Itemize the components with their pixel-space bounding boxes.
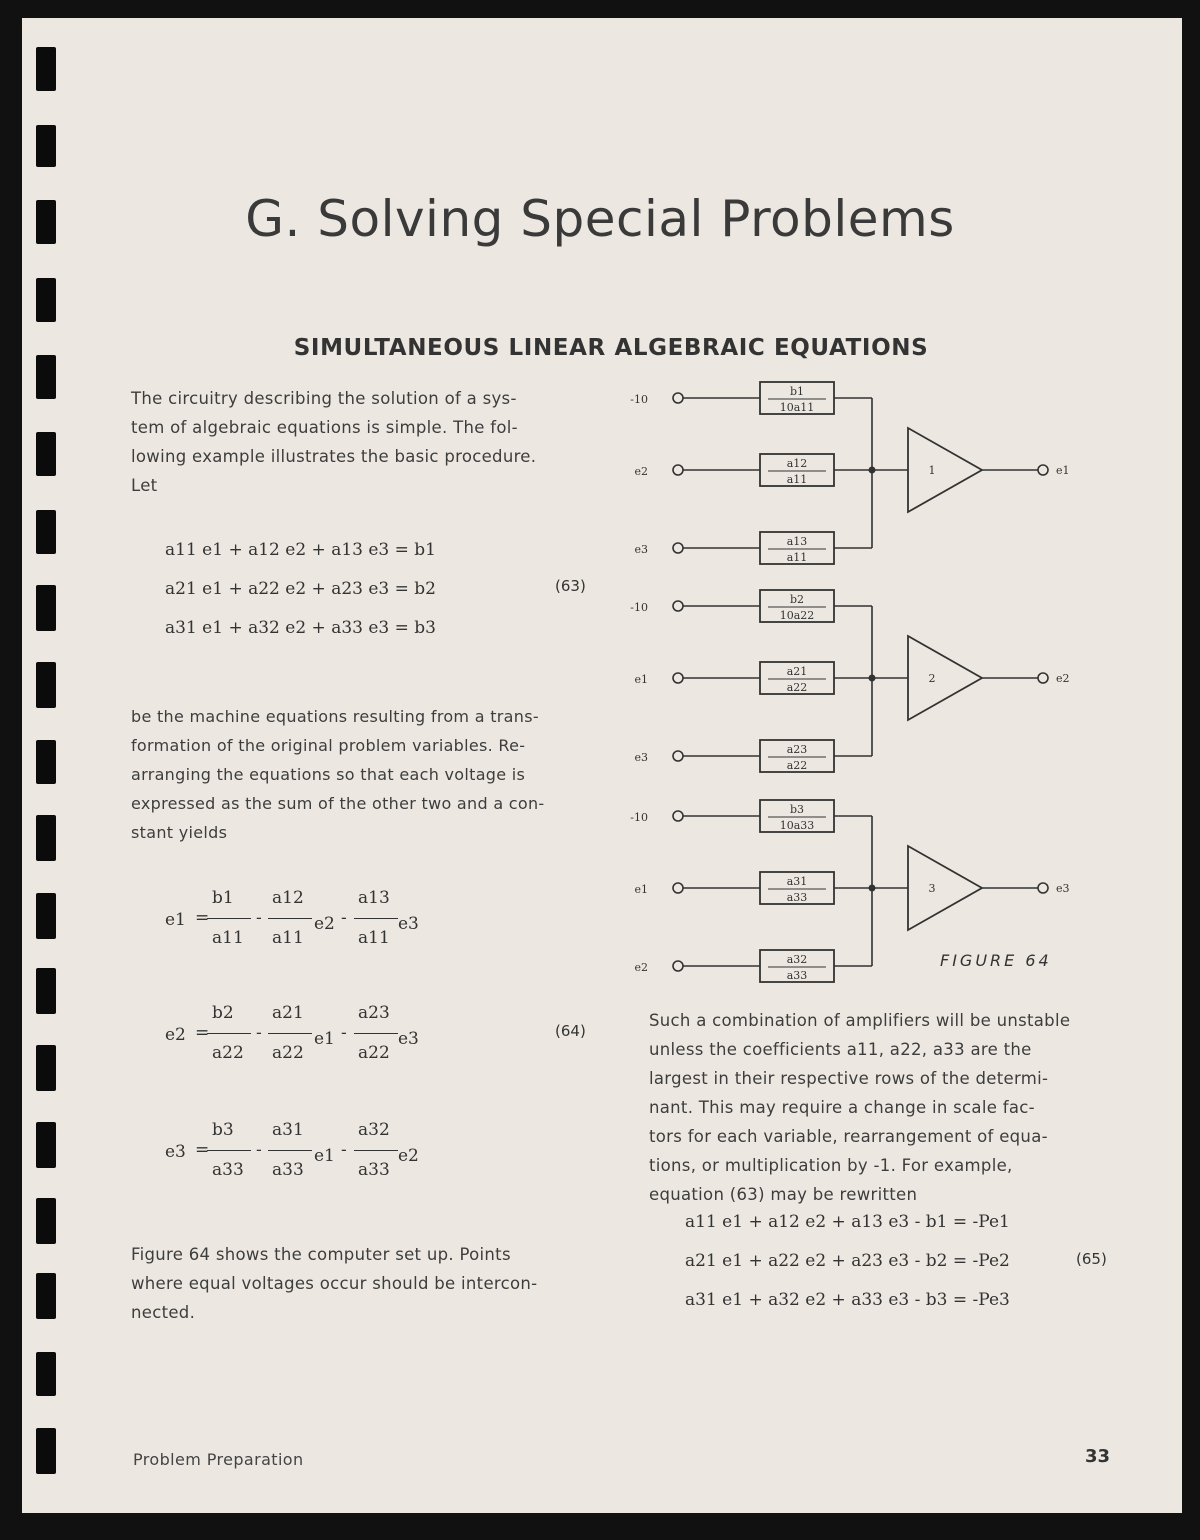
binder-hole bbox=[36, 1122, 56, 1168]
equation-row: a21 e1 + a22 e2 + a23 e3 - b2 = -Pe2 bbox=[685, 1251, 1010, 1271]
binder-hole bbox=[36, 815, 56, 861]
equals-sign: = bbox=[195, 1023, 210, 1043]
fraction-numerator: a21 bbox=[272, 1003, 304, 1023]
text-line: tors for each variable, rearrangement of equa- bbox=[649, 1127, 1048, 1146]
text-line: be the machine equations resulting from a trans- bbox=[131, 707, 539, 726]
text-line: Figure 64 shows the computer set up. Points bbox=[131, 1245, 511, 1264]
binder-hole bbox=[36, 740, 56, 784]
output-terminal bbox=[1038, 883, 1048, 893]
fraction-numerator: a32 bbox=[358, 1120, 390, 1140]
stability-paragraph bbox=[649, 1006, 1110, 1209]
input-terminal bbox=[673, 883, 683, 893]
fraction-bar bbox=[354, 1033, 398, 1034]
text-line: Such a combination of amplifiers will be unstable bbox=[649, 1011, 1071, 1030]
minus-sign: - bbox=[256, 908, 262, 928]
variable: e2 bbox=[314, 914, 335, 934]
coefficient-denominator: a11 bbox=[786, 551, 808, 564]
equals-sign: = bbox=[195, 1140, 210, 1160]
fraction-denominator: a22 bbox=[212, 1043, 244, 1063]
input-terminal bbox=[673, 465, 683, 475]
binder-hole bbox=[36, 1198, 56, 1244]
equation-row: a31 e1 + a32 e2 + a33 e3 = b3 bbox=[165, 618, 436, 638]
input-terminal bbox=[673, 961, 683, 971]
equation-number: (63) bbox=[555, 577, 586, 595]
variable: e3 bbox=[398, 914, 419, 934]
variable: e1 bbox=[314, 1146, 335, 1166]
binder-hole bbox=[36, 278, 56, 322]
fraction-denominator: a22 bbox=[272, 1043, 304, 1063]
fraction-numerator: a31 bbox=[272, 1120, 304, 1140]
minus-sign: - bbox=[341, 908, 347, 928]
binder-hole bbox=[36, 968, 56, 1014]
text-line: largest in their respective rows of the determi- bbox=[649, 1069, 1049, 1088]
fraction-numerator: a12 bbox=[272, 888, 304, 908]
binder-hole bbox=[36, 1352, 56, 1396]
equation-row: a21 e1 + a22 e2 + a23 e3 = b2 bbox=[165, 579, 436, 599]
fraction-denominator: a22 bbox=[358, 1043, 390, 1063]
minus-sign: - bbox=[341, 1023, 347, 1043]
binder-hole bbox=[36, 125, 56, 167]
fraction-denominator: a11 bbox=[272, 928, 304, 948]
input-terminal bbox=[673, 393, 683, 403]
amplifier-triangle bbox=[908, 846, 982, 930]
text-line: arranging the equations so that each voltage is bbox=[131, 765, 526, 784]
figure-reference-paragraph bbox=[131, 1240, 591, 1327]
figure-64-circuit bbox=[600, 370, 1120, 990]
fraction-numerator: b3 bbox=[212, 1120, 234, 1140]
page-title: G. Solving Special Problems bbox=[245, 190, 955, 248]
text-line: where equal voltages occur should be intercon- bbox=[131, 1274, 538, 1293]
coefficient-numerator: a31 bbox=[786, 875, 808, 888]
fraction-bar bbox=[207, 918, 251, 919]
coefficient-denominator: 10a11 bbox=[779, 401, 815, 414]
fraction-bar bbox=[268, 918, 312, 919]
coefficient-denominator: 10a33 bbox=[779, 819, 815, 832]
equation-row: a11 e1 + a12 e2 + a13 e3 = b1 bbox=[165, 540, 436, 560]
equation-lhs: e1 bbox=[165, 910, 186, 930]
intro-paragraph bbox=[131, 384, 591, 500]
coefficient-denominator: a33 bbox=[786, 891, 808, 904]
minus-sign: - bbox=[256, 1140, 262, 1160]
output-label: e3 bbox=[1056, 882, 1070, 895]
coefficient-denominator: a33 bbox=[786, 969, 808, 982]
input-label: e1 bbox=[634, 673, 648, 686]
text-line: unless the coefficients a11, a22, a33 are the bbox=[649, 1040, 1032, 1059]
binder-hole bbox=[36, 355, 56, 399]
input-label: -10 bbox=[630, 393, 648, 406]
amplifier-triangle bbox=[908, 428, 982, 512]
binder-hole bbox=[36, 662, 56, 708]
middle-paragraph bbox=[131, 702, 591, 847]
fraction-denominator: a11 bbox=[358, 928, 390, 948]
text-line: tem of algebraic equations is simple. The fol- bbox=[131, 418, 518, 437]
text-line: tions, or multiplication by -1. For example, bbox=[649, 1156, 1013, 1175]
input-label: -10 bbox=[630, 811, 648, 824]
fraction-denominator: a11 bbox=[212, 928, 244, 948]
variable: e1 bbox=[314, 1029, 335, 1049]
variable: e2 bbox=[398, 1146, 419, 1166]
text-line: nected. bbox=[131, 1303, 196, 1322]
coefficient-numerator: b2 bbox=[789, 593, 805, 606]
coefficient-numerator: a13 bbox=[786, 535, 808, 548]
binder-hole bbox=[36, 510, 56, 554]
equation-row: a31 e1 + a32 e2 + a33 e3 - b3 = -Pe3 bbox=[685, 1290, 1010, 1310]
equation-row: a11 e1 + a12 e2 + a13 e3 - b1 = -Pe1 bbox=[685, 1212, 1010, 1232]
input-terminal bbox=[673, 543, 683, 553]
variable: e3 bbox=[398, 1029, 419, 1049]
binder-hole bbox=[36, 1273, 56, 1319]
input-label: e3 bbox=[634, 751, 648, 764]
section-heading: SIMULTANEOUS LINEAR ALGEBRAIC EQUATIONS bbox=[293, 335, 929, 361]
output-label: e2 bbox=[1056, 672, 1070, 685]
amplifier-number: 3 bbox=[928, 882, 936, 895]
coefficient-numerator: b3 bbox=[789, 803, 805, 816]
coefficient-numerator: a21 bbox=[786, 665, 808, 678]
input-label: e2 bbox=[634, 961, 648, 974]
coefficient-denominator: a22 bbox=[786, 759, 808, 772]
text-line: lowing example illustrates the basic procedure. bbox=[131, 447, 537, 466]
fraction-numerator: a13 bbox=[358, 888, 390, 908]
input-terminal bbox=[673, 751, 683, 761]
fraction-bar bbox=[268, 1150, 312, 1151]
fraction-bar bbox=[268, 1033, 312, 1034]
text-line: stant yields bbox=[131, 823, 228, 842]
figure-caption: FIGURE 64 bbox=[940, 951, 1052, 970]
input-label: e1 bbox=[634, 883, 648, 896]
coefficient-numerator: a32 bbox=[786, 953, 808, 966]
text-line: Let bbox=[131, 476, 158, 495]
amplifier-number: 1 bbox=[928, 464, 936, 477]
binder-hole bbox=[36, 893, 56, 939]
fraction-numerator: a23 bbox=[358, 1003, 390, 1023]
output-terminal bbox=[1038, 673, 1048, 683]
coefficient-denominator: a11 bbox=[786, 473, 808, 486]
fraction-denominator: a33 bbox=[272, 1160, 304, 1180]
coefficient-numerator: a12 bbox=[786, 457, 808, 470]
footer-section: Problem Preparation bbox=[133, 1450, 304, 1469]
text-line: nant. This may require a change in scale fac- bbox=[649, 1098, 1035, 1117]
equation-lhs: e3 bbox=[165, 1142, 186, 1162]
text-line: formation of the original problem variables. Re- bbox=[131, 736, 526, 755]
fraction-bar bbox=[354, 918, 398, 919]
page-number: 33 bbox=[1085, 1446, 1111, 1467]
input-terminal bbox=[673, 811, 683, 821]
output-terminal bbox=[1038, 465, 1048, 475]
minus-sign: - bbox=[256, 1023, 262, 1043]
text-line: equation (63) may be rewritten bbox=[649, 1185, 918, 1204]
coefficient-denominator: a22 bbox=[786, 681, 808, 694]
amplifier-triangle bbox=[908, 636, 982, 720]
output-label: e1 bbox=[1056, 464, 1070, 477]
fraction-numerator: b1 bbox=[212, 888, 234, 908]
equals-sign: = bbox=[195, 908, 210, 928]
text-line: expressed as the sum of the other two and a con- bbox=[131, 794, 545, 813]
input-terminal bbox=[673, 673, 683, 683]
coefficient-denominator: 10a22 bbox=[779, 609, 815, 622]
fraction-bar bbox=[207, 1033, 251, 1034]
amplifier-number: 2 bbox=[928, 672, 936, 685]
equation-number: (65) bbox=[1076, 1250, 1107, 1268]
binder-hole bbox=[36, 1045, 56, 1091]
fraction-numerator: b2 bbox=[212, 1003, 234, 1023]
binder-hole bbox=[36, 432, 56, 476]
equation-lhs: e2 bbox=[165, 1025, 186, 1045]
equation-number: (64) bbox=[555, 1022, 586, 1040]
fraction-denominator: a33 bbox=[358, 1160, 390, 1180]
fraction-bar bbox=[207, 1150, 251, 1151]
coefficient-numerator: a23 bbox=[786, 743, 808, 756]
binder-hole bbox=[36, 585, 56, 631]
binder-hole bbox=[36, 1428, 56, 1474]
fraction-denominator: a33 bbox=[212, 1160, 244, 1180]
fraction-bar bbox=[354, 1150, 398, 1151]
input-label: e3 bbox=[634, 543, 648, 556]
text-line: The circuitry describing the solution of a sys- bbox=[131, 389, 517, 408]
input-label: e2 bbox=[634, 465, 648, 478]
input-terminal bbox=[673, 601, 683, 611]
input-label: -10 bbox=[630, 601, 648, 614]
minus-sign: - bbox=[341, 1140, 347, 1160]
binder-hole bbox=[36, 47, 56, 91]
coefficient-numerator: b1 bbox=[789, 385, 805, 398]
